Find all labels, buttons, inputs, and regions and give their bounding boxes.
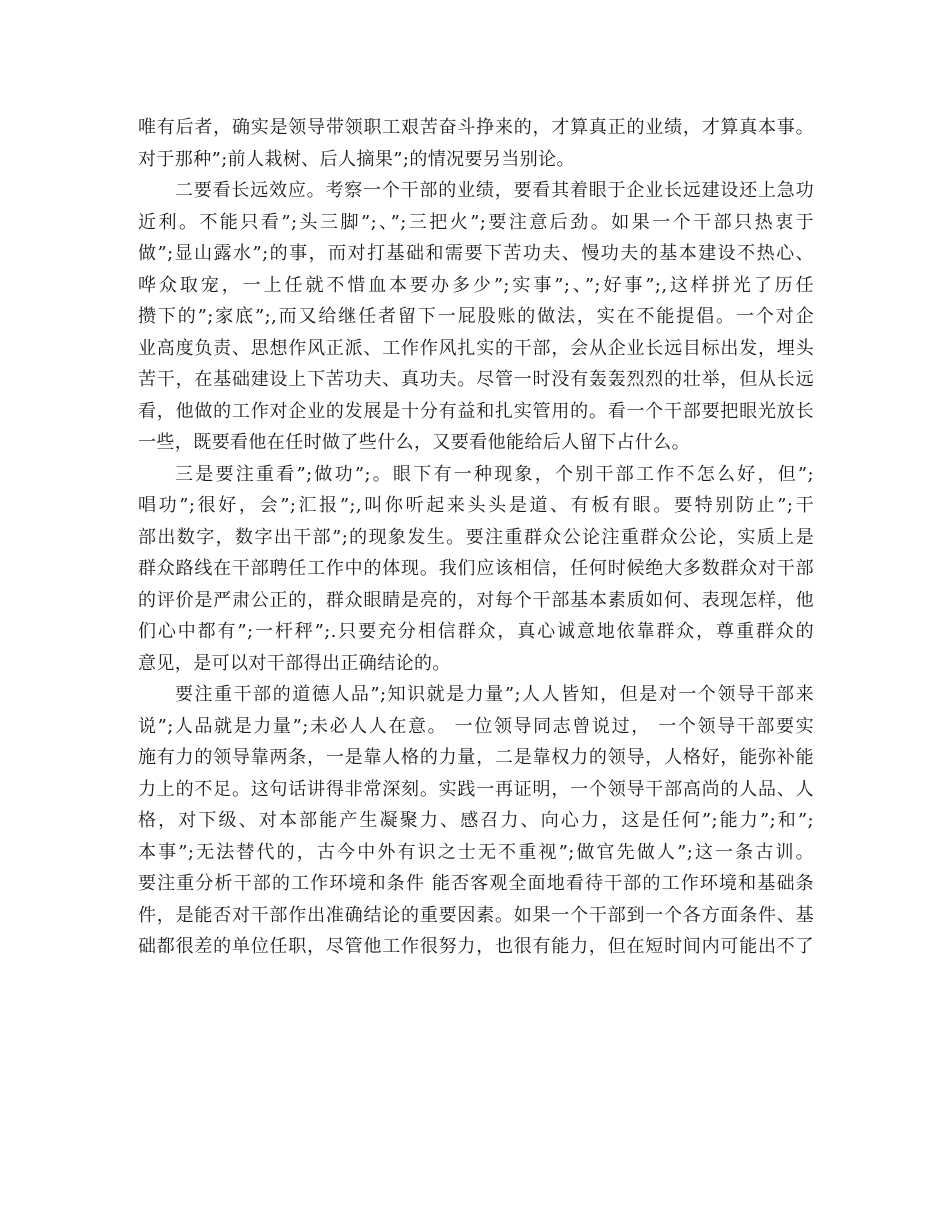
text-line: 唯有后者，确实是领导带领职工艰苦奋斗挣来的，才算真正的业绩，才算真本事。	[138, 117, 814, 138]
text-line: 二要看长远效应。考察一个干部的业绩，要看其着眼于企业长远建设还上急功	[175, 180, 814, 201]
text-line: 力上的不足。这句话讲得非常深刻。实践一再证明，一个领导干部高尚的人品、人	[138, 778, 814, 800]
text-line: 唱功”;很好，会”;汇报”;,叫你听起来头头是道、有板有眼。要特别防止”;干	[138, 495, 814, 516]
text-line: 意见，是可以对干部得出正确结论的。	[138, 652, 451, 674]
text-line: 施有力的领导靠两条，一是靠人格的力量，二是靠权力的领导，人格好，能弥补能	[138, 747, 814, 768]
text-line: 业高度负责、思想作风正派、工作作风扎实的干部，会从企业长远目标出发，埋头	[138, 337, 814, 359]
text-line: 本事”;无法替代的，古今中外有识之士无不重视”;做官先做人”;这一条古训。	[138, 841, 814, 863]
text-line: 础都很差的单位任职，尽管他工作很努力，也很有能力，但在短时间内可能出不了	[138, 936, 814, 957]
text-line: 做”;显山露水”;的事，而对打基础和需要下苦功夫、慢功夫的基本建设不热心、	[138, 243, 814, 264]
text-line: 的评价是严肃公正的，群众眼睛是亮的，对每个干部基本素质如何、表现怎样，他	[138, 589, 814, 611]
text-line: 件，是能否对干部作出准确结论的重要因素。如果一个干部到一个各方面条件、基	[138, 904, 814, 926]
text-line: 三是要注重看”;做功”;。眼下有一种现象，个别干部工作不怎么好，但”;	[175, 463, 814, 485]
text-line: 看，他做的工作对企业的发展是十分有益和扎实管用的。看一个干部要把眼光放长	[138, 400, 814, 422]
text-line: 苦干，在基础建设上下苦功夫、真功夫。尽管一时没有轰轰烈烈的壮举，但从长远	[138, 369, 814, 390]
text-line: 群众路线在干部聘任工作中的体现。我们应该相信，任何时候绝大多数群众对干部	[138, 558, 814, 579]
text-line: 说”;人品就是力量”;未必人人在意。 一位领导同志曾说过， 一个领导干部要实	[138, 715, 814, 737]
text-line: 攒下的”;家底”;,而又给继任者留下一屁股账的做法，实在不能提倡。一个对企	[138, 306, 814, 327]
text-line: 们心中都有”;一杆秤”;.只要充分相信群众，真心诚意地依靠群众，尊重群众的	[138, 621, 814, 642]
text-line: 要注重干部的道德人品”;知识就是力量”;人人皆知，但是对一个领导干部来	[175, 684, 814, 705]
document-body	[138, 112, 814, 963]
text-line: 格，对下级、对本部能产生凝聚力、感召力、向心力，这是任何”;能力”;和”;	[138, 810, 814, 831]
text-line: 哗众取宠，一上任就不惜血本要办多少”;实事”;、”;好事”;,这样拼光了历任	[138, 274, 814, 296]
text-line: 一些，既要看他在任时做了些什么，又要看他能给后人留下占什么。	[138, 432, 690, 453]
text-line: 要注重分析干部的工作环境和条件 能否客观全面地看待干部的工作环境和基础条	[138, 873, 814, 894]
text-line: 近利。不能只看”;头三脚”;、”;三把火”;要注意后劲。如果一个干部只热衷于	[138, 211, 814, 233]
text-line: 部出数字，数字出干部”;的现象发生。要注重群众公论注重群众公论，实质上是	[138, 526, 814, 548]
text-line: 对于那种”;前人栽树、后人摘果”;的情况要另当别论。	[138, 148, 575, 170]
